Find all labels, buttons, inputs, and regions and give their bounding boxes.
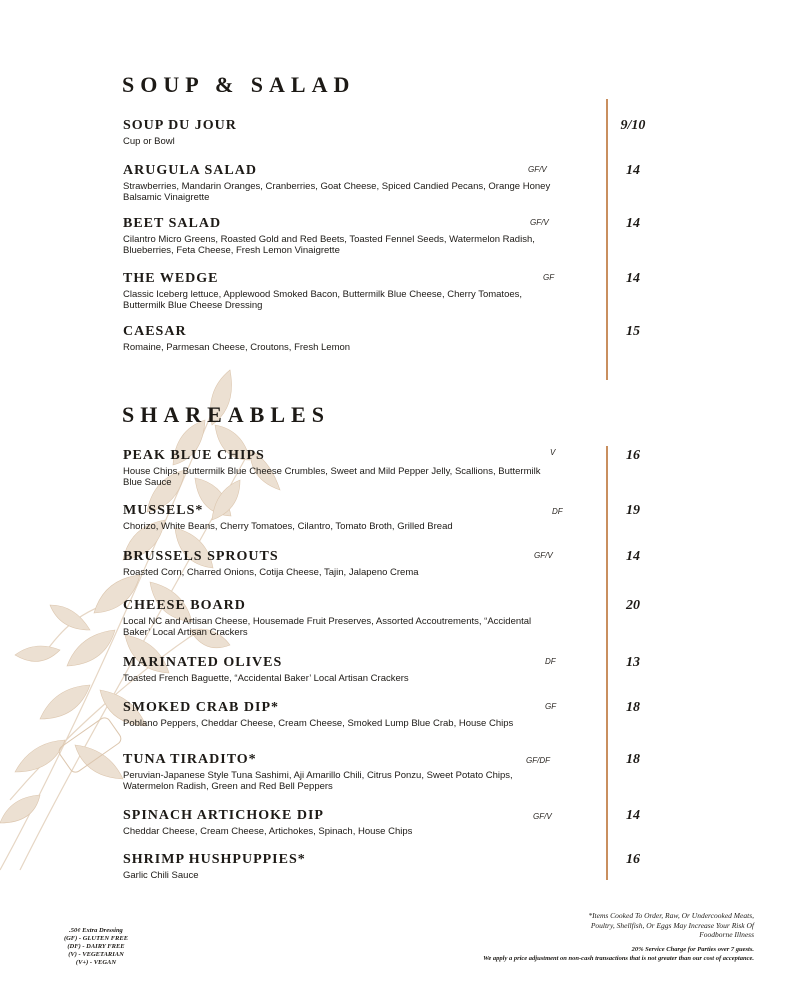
dietary-tag: V — [550, 448, 556, 457]
item-description: Peruvian-Japanese Style Tuna Sashimi, Aji Amarillo Chili, Citrus Ponzu, Sweet Potato Chips, Watermelon Radish, Green and Red Bell Peppers — [123, 770, 513, 792]
item-name: BEET SALAD — [123, 216, 222, 231]
item-price: 19 — [626, 503, 640, 518]
menu-item-brussels-sprouts — [123, 549, 683, 599]
item-name: THE WEDGE — [123, 271, 219, 286]
menu-item-mussels — [123, 503, 683, 553]
item-description: Garlic Chili Sauce — [123, 870, 199, 881]
item-description: Local NC and Artisan Cheese, Housemade Fruit Preserves, Assorted Accoutrements, “Accidental Baker’ Local Artisan Crackers — [123, 616, 532, 638]
item-name: SPINACH ARTICHOKE DIP — [123, 808, 324, 823]
service-charge-note: 20% Service Charge for Parties over 7 guests. — [631, 945, 754, 953]
item-name: PEAK BLUE CHIPS — [123, 448, 265, 463]
dietary-tag: GF/V — [534, 551, 553, 560]
item-description: Poblano Peppers, Cheddar Cheese, Cream Cheese, Smoked Lump Blue Crab, House Chips — [123, 718, 514, 729]
menu-item-the-wedge — [123, 271, 683, 321]
item-price: 14 — [626, 549, 640, 564]
item-price: 14 — [626, 271, 640, 286]
dietary-tag: GF — [545, 702, 557, 711]
dietary-tag: DF — [552, 507, 563, 516]
item-name: BRUSSELS SPROUTS — [123, 549, 279, 564]
item-price: 18 — [626, 700, 640, 715]
shareables-heading: SHAREABLES — [122, 402, 330, 427]
menu-item-arugula-salad — [123, 163, 683, 213]
legend-line: .50¢ Extra Dressing — [69, 927, 123, 934]
item-price: 14 — [626, 163, 640, 178]
item-name: MUSSELS* — [123, 503, 204, 518]
dietary-tag: DF — [545, 657, 556, 666]
item-name: ARUGULA SALAD — [123, 163, 257, 178]
item-description: Roasted Corn, Charred Onions, Cotija Cheese, Tajin, Jalapeno Crema — [123, 567, 419, 578]
item-description: Toasted French Baguette, “Accidental Baker’ Local Artisan Crackers — [123, 673, 409, 684]
legend-line: (DF) - DAIRY FREE — [67, 943, 125, 950]
item-description: Chorizo, White Beans, Cherry Tomatoes, Cilantro, Tomato Broth, Grilled Bread — [123, 521, 453, 532]
item-price: 16 — [626, 448, 640, 463]
legend-line: (V+) - VEGAN — [75, 959, 117, 966]
item-price: 15 — [626, 324, 640, 339]
item-price: 9/10 — [620, 118, 646, 133]
dietary-legend — [56, 927, 136, 967]
menu-item-spinach-artichoke-dip — [123, 808, 683, 858]
item-name: CHEESE BOARD — [123, 598, 246, 613]
menu-item-soup-du-jour — [123, 118, 683, 168]
item-name: MARINATED OLIVES — [123, 655, 283, 670]
menu-item-shrimp-hushpuppies — [123, 852, 683, 902]
item-description: Cilantro Micro Greens, Roasted Gold and Red Beets, Toasted Fennel Seeds, Watermelon Radish, Blueberries, Feta Cheese, Fresh Lemon Vinaigrette — [123, 234, 535, 256]
dietary-tag: GF/V — [528, 165, 547, 174]
menu-item-smoked-crab-dip — [123, 700, 683, 750]
item-name: SOUP DU JOUR — [123, 118, 237, 133]
item-name: SHRIMP HUSHPUPPIES* — [123, 852, 306, 867]
footer-notes — [394, 911, 754, 963]
dietary-tag: GF/DF — [526, 756, 550, 765]
item-description: Cheddar Cheese, Cream Cheese, Artichokes, Spinach, House Chips — [123, 826, 413, 837]
menu-item-tuna-tiradito — [123, 752, 683, 802]
dietary-tag: GF — [543, 273, 555, 282]
menu-item-peak-blue-chips — [123, 448, 683, 498]
item-price: 13 — [626, 655, 640, 670]
dietary-tag: GF/V — [530, 218, 549, 227]
price-adjustment-note: We apply a price adjustment on non-cash transactions that is not greater than our cost of acceptance. — [483, 954, 754, 962]
item-description: Romaine, Parmesan Cheese, Croutons, Fresh Lemon — [123, 342, 351, 353]
dietary-tag: GF/V — [533, 812, 552, 821]
legend-line: (V) - VEGETARIAN — [68, 951, 124, 958]
item-name: TUNA TIRADITO* — [123, 752, 257, 767]
item-price: 20 — [626, 598, 640, 613]
raw-food-warning: *Items Cooked To Order, Raw, Or Undercooked Meats, Poultry, Shellfish, Or Eggs May Increase Your Risk Of Foodborne Illness — [588, 911, 754, 939]
legend-line: (GF) - GLUTEN FREE — [63, 935, 129, 942]
menu-item-beet-salad — [123, 216, 683, 266]
item-price: 14 — [626, 808, 640, 823]
item-price: 16 — [626, 852, 640, 867]
item-description: Classic Iceberg lettuce, Applewood Smoked Bacon, Buttermilk Blue Cheese, Cherry Tomatoes, Buttermilk Blue Cheese Dressing — [123, 289, 523, 311]
item-price: 14 — [626, 216, 640, 231]
item-description: Cup or Bowl — [123, 136, 175, 147]
soup-salad-heading: SOUP & SALAD — [122, 72, 356, 97]
menu-item-caesar — [123, 324, 683, 374]
item-name: CAESAR — [123, 324, 187, 339]
item-description: House Chips, Buttermilk Blue Cheese Crumbles, Sweet and Mild Pepper Jelly, Scallions, Buttermilk Blue Sauce — [123, 466, 541, 488]
item-description: Strawberries, Mandarin Oranges, Cranberries, Goat Cheese, Spiced Candied Pecans, Orange Honey Balsamic Vinaigrette — [123, 181, 551, 203]
item-name: SMOKED CRAB DIP* — [123, 700, 280, 715]
menu-item-marinated-olives — [123, 655, 683, 705]
item-price: 18 — [626, 752, 640, 767]
menu-item-cheese-board — [123, 598, 683, 648]
